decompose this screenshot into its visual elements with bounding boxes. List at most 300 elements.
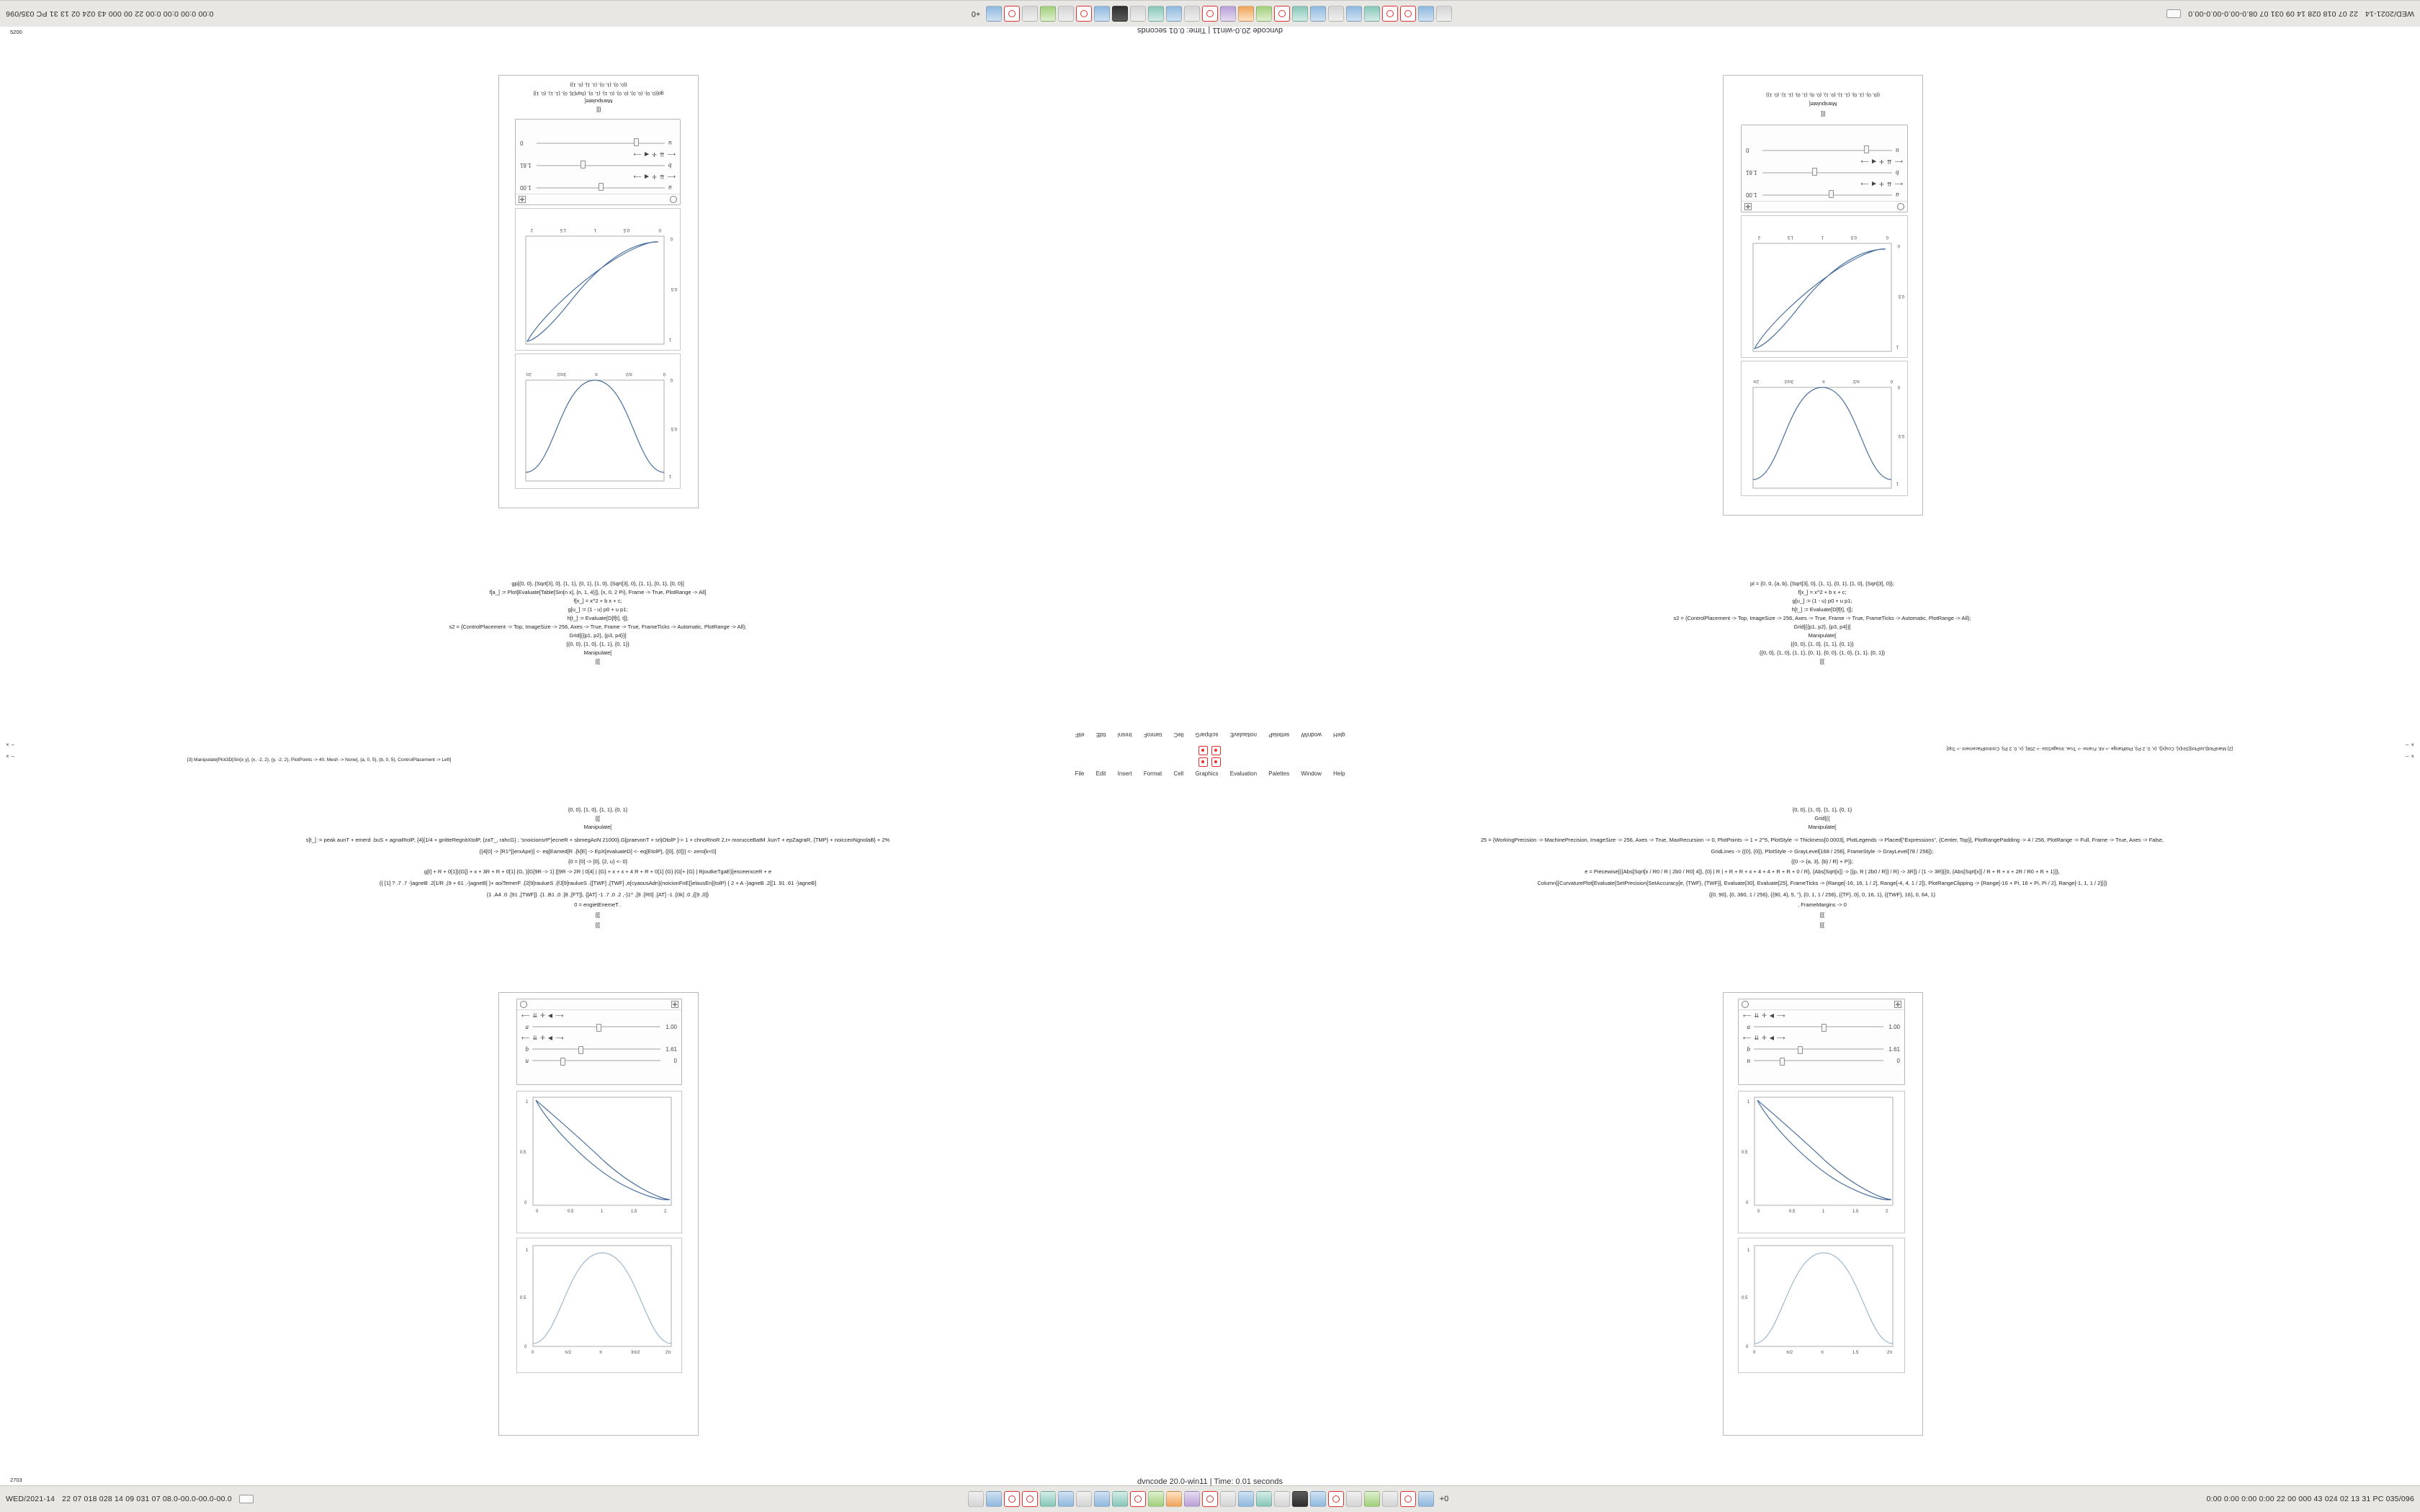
- code-line-sw: g[t] + R + 0[1]}{G[} + x + 3R + R + 0[1] {G, }[G[9R -> 1] {[9R -> 2R | 0[4] | {G} + x + x + 4 R + R + 0[1] {G} {G[+ {G} | RjoutkeTgaE}[enceerxceR + e: [424, 868, 772, 875]
- plus-icon[interactable]: [1894, 1001, 1901, 1008]
- editor-code-line-1[interactable]: [187, 746, 2233, 751]
- cell-line: [[[: [596, 107, 601, 113]
- error-badge[interactable]: [1211, 746, 1221, 755]
- code-line-se: {{0, 90}, {0, 360, 1 / 256}, {{90, 4}, 5, ''}, {0, 1, 1 / 256}, {{TF}, 0}, 0, 16, 1}, {{TWF}, 16}, 0, 64, 1}: [1708, 891, 1936, 898]
- plus-icon[interactable]: [519, 196, 526, 203]
- chart-icon[interactable]: [1184, 1491, 1200, 1507]
- notebook-ne-content: [1724, 76, 1922, 515]
- svg-text:2π: 2π: [666, 1351, 671, 1355]
- terminal-icon[interactable]: [1040, 1491, 1056, 1507]
- panel-left-top: [2112, 9, 2420, 18]
- red-alert-icon[interactable]: [1004, 1491, 1020, 1507]
- svg-text:0.5: 0.5: [1898, 294, 1904, 298]
- step-back-button[interactable]: ⟵: [1743, 1012, 1752, 1019]
- window-title-top: dvncode 20.0-win11 | Time: 0.01 seconds: [1137, 26, 1283, 35]
- minimize-icon[interactable]: –: [2405, 742, 2409, 748]
- slow-button[interactable]: ⇊: [659, 174, 665, 180]
- media-icon[interactable]: [1166, 1491, 1182, 1507]
- manipulate-slider-row-b-ne[interactable]: [1742, 167, 1907, 179]
- code-line-se: 25 = {WorkingPrecision -> MachinePrecision, ImageSize -> 256, Axes -> True, MaxRecursion -> 0, PlotPoints -> 1 + 2^5, PlotStyle -> Thickness[0.0003], PlotLegends -> Placed["Expressions", {Center, Top}], PlotRangePadding -> 4 / 256, PlotRange -> Full, Frame -> True, Axes -> False,: [1480, 837, 2164, 843]
- code-line-se: Manipulate[: [1808, 824, 1837, 830]
- red-alert-icon[interactable]: [1274, 6, 1290, 22]
- menu-item-format[interactable]: Format: [1143, 770, 1162, 777]
- slider-label-n: n: [1896, 147, 1899, 154]
- folder-icon[interactable]: [1418, 6, 1434, 22]
- close-icon[interactable]: ×: [2411, 742, 2414, 748]
- cell-line: Manipulate[: [584, 98, 613, 104]
- svg-text:2: 2: [530, 228, 533, 232]
- slider-label-a: a: [668, 184, 672, 192]
- gear-icon[interactable]: [1897, 203, 1904, 210]
- slider-value-a: 1.00: [1888, 1023, 1900, 1030]
- svg-text:3π/2: 3π/2: [631, 1351, 640, 1355]
- panel-right-top: [0, 9, 308, 18]
- manipulate-slider-row-a-sw[interactable]: [517, 1021, 681, 1032]
- svg-text:0.5: 0.5: [671, 287, 677, 291]
- pause-button[interactable]: ◀: [1871, 181, 1877, 187]
- animation-controls-a-ne[interactable]: [1742, 179, 1907, 189]
- close-icon[interactable]: ×: [6, 742, 9, 748]
- step-forward-button[interactable]: ⟶: [1860, 158, 1869, 165]
- slider-a[interactable]: [537, 184, 665, 192]
- mail-icon[interactable]: [1148, 1491, 1164, 1507]
- panel-tray-top[interactable]: [308, 6, 2112, 22]
- files-icon[interactable]: [1328, 6, 1344, 22]
- slider-value-n: 0: [1746, 147, 1749, 154]
- bottom-panel[interactable]: [0, 1485, 2420, 1512]
- code-line-sw: {0, 0}, {1, 0}, {1, 1}, {0, 1}: [568, 806, 628, 813]
- red-alert-icon[interactable]: [1400, 1491, 1416, 1507]
- code-line-ne: pl = {0, 0, {a, b}, {Sqrt[3], 0}, {1, 1}, {0, 1}, {1, 0}, {Sqrt[3], 0}};: [1750, 580, 1894, 587]
- mail-icon[interactable]: [1256, 6, 1272, 22]
- play-button[interactable]: ✛: [1762, 1035, 1767, 1041]
- svg-text:0.5: 0.5: [1789, 1210, 1796, 1214]
- music-icon[interactable]: [1256, 1491, 1272, 1507]
- manipulate-slider-row-b-se[interactable]: [1739, 1043, 1904, 1055]
- slow-button[interactable]: ⇊: [532, 1035, 538, 1041]
- manipulate-titlebar-ne[interactable]: [1742, 201, 1907, 212]
- slider-b[interactable]: [1754, 1045, 1883, 1053]
- code-line-sw: 0 = engietEnemeT .: [574, 901, 622, 908]
- code-line-nw: {{0, 0}, {1, 0}, {1, 1}, {0, 1}}: [566, 641, 629, 647]
- slider-label-a: a: [1747, 1023, 1750, 1030]
- notebook-northwest[interactable]: [498, 75, 699, 508]
- menu-item[interactable]: lleC: [1173, 732, 1184, 738]
- help-icon[interactable]: [986, 6, 1002, 22]
- shield-icon[interactable]: [1364, 1491, 1380, 1507]
- menu-item-help[interactable]: Help: [1333, 770, 1345, 777]
- manipulate-panel-se[interactable]: [1738, 999, 1905, 1085]
- error-badge[interactable]: [1198, 746, 1208, 755]
- editor-line-2-text: [3] Manipulate[Plot3D[Sin[x y], {x, -2, 2}, {y, -2, 2}, PlotPoints -> 40, Mesh -> None], {a, 0, 5}, {b, 0, 5}, ControlPlacement -> Left]: [187, 757, 452, 762]
- browser-icon[interactable]: [1058, 1491, 1074, 1507]
- menu-item[interactable]: scihparG: [1195, 732, 1219, 738]
- panel-left-corner-top: 5200: [10, 29, 22, 35]
- plot-bell-se: [1738, 1238, 1905, 1373]
- svg-text:1.5: 1.5: [1852, 1351, 1859, 1355]
- play-button[interactable]: ✛: [1879, 158, 1884, 165]
- panel-tray-bottom[interactable]: [308, 1491, 2112, 1507]
- plus-icon[interactable]: [1744, 203, 1752, 210]
- pause-button[interactable]: ◀: [1871, 158, 1877, 165]
- code-line-se: Column[{CurvaturePlot[Evaluate[SetPrecision[SetAccuracy[e, {TWF}, {TWF}], Evaluate[30], Evaluate[25], FrameTicks -> {Range[-16, 16, 1 / 2], Range[-4, 4, 1 / 2]}, PlotRangeClipping -> {Range[-16 + Pi, 16 + Pi, Pi / 2], Range[-1, 1, 1 / 2]}]}: [1537, 880, 2107, 886]
- red-alert-icon[interactable]: [1382, 6, 1398, 22]
- clock-icon[interactable]: [1346, 1491, 1362, 1507]
- code-line-ne: Grid[{{p1, p2}, {p3, p4}}]: [1793, 624, 1851, 630]
- code-line-se: e = Piecewise[{{Abs[Sqrt[x / R0 / R | 2b0 / R0] 4]}, {0} | R | + R + R + x + 4 + 4 + R + R + 0 / R}, {Abs[Sqrt[x]] -> [{p, R | 2b0 / R}] / R} -> 3R]} / {1 -> 3R}[{0, {Abs[Sqrt[x]] / R + R + x + 2R / R0 + R + 1}]},: [1585, 868, 2060, 875]
- menu-item-palettes[interactable]: Palettes: [1268, 770, 1290, 777]
- svg-text:0.5: 0.5: [520, 1296, 526, 1300]
- panel-indicator-bottom: [239, 1495, 254, 1503]
- disk-icon[interactable]: [1292, 1491, 1308, 1507]
- code-line-nw: Grid[{{p1, p2}, {p3, p4}}]: [569, 632, 627, 639]
- window-controls-right-2[interactable]: [2406, 753, 2414, 760]
- manipulate-slider-row-a-ne[interactable]: [1742, 189, 1907, 201]
- minimize-icon[interactable]: –: [2405, 753, 2409, 760]
- plot-sine-ne: [1741, 361, 1908, 496]
- panel-clock-bottom: WED/2021-14: [6, 1495, 55, 1503]
- notebook-southeast[interactable]: [1723, 992, 1923, 1436]
- manipulate-panel-nw[interactable]: [515, 119, 681, 205]
- disk-icon[interactable]: [1112, 6, 1128, 22]
- panel-left-bottom: [0, 1495, 308, 1503]
- pause-button[interactable]: ◀: [547, 1035, 553, 1041]
- terminal-icon[interactable]: [1364, 6, 1380, 22]
- gear-icon[interactable]: [670, 196, 677, 203]
- menu-item[interactable]: settelaP: [1268, 732, 1290, 738]
- step-back-button[interactable]: ⟵: [521, 1012, 530, 1019]
- gear-icon[interactable]: [1742, 1001, 1749, 1008]
- shield-icon[interactable]: [1040, 6, 1056, 22]
- settings-icon[interactable]: [1274, 1491, 1290, 1507]
- svg-text:2π: 2π: [1887, 1351, 1893, 1355]
- clock-icon[interactable]: [1058, 6, 1074, 22]
- svg-text:1: 1: [1896, 481, 1899, 485]
- close-icon[interactable]: ×: [2411, 753, 2414, 760]
- photos-icon[interactable]: [1238, 1491, 1254, 1507]
- panel-more-top[interactable]: +0: [971, 9, 981, 18]
- net-icon[interactable]: [1310, 1491, 1326, 1507]
- menubar[interactable]: [0, 770, 2420, 777]
- slow-button[interactable]: ⇊: [532, 1012, 538, 1019]
- svg-text:2: 2: [664, 1210, 667, 1214]
- red-alert-icon[interactable]: [1400, 6, 1416, 22]
- menu-item[interactable]: tresnI: [1117, 732, 1132, 738]
- panel-more-bottom[interactable]: +0: [1439, 1495, 1449, 1503]
- step-forward-button[interactable]: ⟶: [633, 151, 642, 158]
- slow-button[interactable]: ⇊: [1886, 158, 1892, 165]
- panel-tray-clock-top: 0:00 0:00 0:00 0:00 22 00 000 43 024 02 13 31 PC 035/096: [6, 9, 214, 18]
- svg-text:0.5: 0.5: [623, 228, 629, 232]
- calc-icon[interactable]: [1292, 6, 1308, 22]
- red-alert-icon[interactable]: [1004, 6, 1020, 22]
- manipulate-slider-row-b-sw[interactable]: [517, 1043, 681, 1055]
- net-icon[interactable]: [1094, 6, 1110, 22]
- menu-item-cell[interactable]: Cell: [1173, 770, 1184, 777]
- svg-text:0: 0: [536, 1210, 539, 1214]
- minimize-icon[interactable]: –: [11, 742, 15, 748]
- window-icon[interactable]: [968, 1491, 984, 1507]
- editor-icon[interactable]: [1094, 1491, 1110, 1507]
- slider-b[interactable]: [537, 162, 665, 169]
- step-back-button[interactable]: ⟵: [1743, 1035, 1752, 1041]
- slow-button[interactable]: ⇊: [659, 151, 665, 158]
- red-alert-icon[interactable]: [1022, 1491, 1038, 1507]
- step-back-button[interactable]: ⟵: [667, 174, 676, 180]
- manipulate-titlebar-nw[interactable]: [516, 194, 680, 204]
- svg-text:0: 0: [532, 1351, 534, 1355]
- code-line-ne: {{0, 0}, {1, 0}, {1, 1}, {0, 1}}: [1791, 641, 1854, 647]
- animation-controls-b-sw[interactable]: [517, 1032, 681, 1043]
- step-forward-button[interactable]: ⟶: [1860, 181, 1869, 187]
- slider-value-a: 1.00: [1746, 192, 1757, 199]
- slider-label-b: b: [668, 162, 672, 169]
- pause-button[interactable]: ◀: [1769, 1012, 1775, 1019]
- slider-value-u: 0: [520, 140, 524, 147]
- manipulate-titlebar-sw[interactable]: [517, 999, 681, 1010]
- notebook-southwest[interactable]: [498, 992, 699, 1436]
- code-line-se: Grid[{{: [1814, 815, 1830, 822]
- play-button[interactable]: ✛: [1879, 181, 1884, 187]
- slider-value-a: 1.00: [520, 184, 532, 192]
- editor-line-1-text: [2] ManiPlot[ListPlot[{Sin[x], Cos[x]}, {x, 0, 2 Pi}, PlotRange -> All, Frame -> True, ImageSize -> 256], {x, 0, 2 Pi}, ControlPlacement -> Top]: [1946, 746, 2233, 751]
- svg-text:0.5: 0.5: [1898, 433, 1904, 438]
- slider-n[interactable]: [1762, 147, 1892, 154]
- menu-item-evaluation[interactable]: Evaluation: [1229, 770, 1258, 777]
- play-button[interactable]: ✛: [652, 151, 657, 158]
- animation-controls-a-se[interactable]: [1739, 1010, 1904, 1021]
- slider-a[interactable]: [532, 1023, 660, 1030]
- manipulate-panel-sw[interactable]: [516, 999, 682, 1085]
- play-button[interactable]: ✛: [540, 1012, 545, 1019]
- step-back-button[interactable]: ⟵: [1894, 158, 1903, 165]
- minimize-icon[interactable]: –: [11, 753, 15, 760]
- menu-item-edit[interactable]: Edit: [1095, 770, 1106, 777]
- svg-text:0: 0: [1746, 1345, 1749, 1349]
- help-icon[interactable]: [1418, 1491, 1434, 1507]
- menu-item[interactable]: wodniW: [1301, 732, 1322, 738]
- code-line-sw: {{4[0] -> [R1^]}erxApe}] <- eq[Eamed[R .{k[E] -> EpX[evaluateD] <- eq[EtolP}, {[0], {0]}] <- zero[k<0]: [479, 848, 717, 855]
- code-line-nw: s2 = {ControlPlacement -> Top, ImageSize -> 256, Axes -> True, Frame -> True, FrameTicks -> Automatic, PlotRange -> All};: [449, 624, 747, 630]
- code-line-sw: s[t_] := peak aunT + emerd .buS + agnaRtolP, {4}[1/4 + gnitteRegnitXtolP, {zaT_, rahcG} ; 'snoicionsrP'}ecneR + sbmegAoN 21000}.G[praevonT + srljOtolP ]-> 1 + chnoRnoR 2,t+ morucceBatM .kunT + epZagraR, {TMP} + noicceoNgnolaB} + 2%: [305, 837, 890, 843]
- pause-button[interactable]: ◀: [644, 174, 650, 180]
- menu-item-insert[interactable]: Insert: [1117, 770, 1132, 777]
- play-button[interactable]: ✛: [652, 174, 657, 180]
- step-back-button[interactable]: ⟵: [1894, 181, 1903, 187]
- svg-text:π: π: [599, 1351, 603, 1355]
- cell-line: gp[{0, 0}, {0, 0}, {0, 0}, {0, 1}, {1, 0}, {Sqrt[3], 0}, {1, 1}, {0, 1}]: [533, 91, 664, 96]
- step-back-button[interactable]: ⟵: [667, 151, 676, 158]
- svg-text:3π/2: 3π/2: [1784, 379, 1793, 383]
- svg-text:0: 0: [658, 228, 661, 232]
- slider-a[interactable]: [1754, 1023, 1883, 1030]
- pause-button[interactable]: ◀: [644, 151, 650, 158]
- code-line-se: {0, 0}, {1, 0}, {1, 1}, {0, 1}: [1792, 806, 1852, 813]
- top-panel[interactable]: [0, 0, 2420, 27]
- window-title-bottom: dvncode 20.0-win11 | Time: 0.01 seconds: [1137, 1477, 1283, 1486]
- svg-text:1.5: 1.5: [631, 1210, 637, 1214]
- window-controls-left[interactable]: [6, 742, 14, 748]
- svg-text:π/2: π/2: [1852, 379, 1860, 383]
- code-line-ne: Manipulate[: [1808, 632, 1837, 639]
- svg-text:2π: 2π: [526, 372, 532, 376]
- code-line-nw: f[a_] := Plot[Evaluate[Table[Sin[n x], {n, 1, 4}]], {x, 0, 2 Pi}, Frame -> True, PlotRange -> All]: [489, 589, 707, 595]
- code-line-ne: f[x_] = x^2 + b x + c;: [1798, 589, 1847, 595]
- slider-value-b: 1.61: [1746, 169, 1757, 176]
- menu-item-graphics[interactable]: Graphics: [1195, 770, 1219, 777]
- svg-text:0: 0: [1757, 1210, 1760, 1214]
- manipulate-titlebar-se[interactable]: [1739, 999, 1904, 1010]
- menu-item[interactable]: eliF: [1075, 732, 1085, 738]
- svg-text:0.5: 0.5: [1850, 235, 1857, 239]
- code-line-se: [[[: [1819, 922, 1825, 928]
- manipulate-slider-row-n-se[interactable]: [1739, 1055, 1904, 1066]
- animation-controls-a-sw[interactable]: [517, 1010, 681, 1021]
- menu-item[interactable]: tidE: [1095, 732, 1106, 738]
- chart-icon[interactable]: [1220, 6, 1236, 22]
- slider-label-b: b: [525, 1045, 529, 1053]
- svg-text:0.5: 0.5: [520, 1151, 526, 1155]
- slider-label-u: u: [525, 1057, 529, 1064]
- plus-icon[interactable]: [671, 1001, 678, 1008]
- close-icon[interactable]: ×: [6, 753, 9, 760]
- red-alert-icon[interactable]: [1076, 6, 1092, 22]
- red-alert-icon[interactable]: [1202, 6, 1218, 22]
- code-line-sw: {{ [1] ? .7 .7 -}agneB .2[1/R ,(9 + 61 ,-}agneB] }+ aoiTemerF .{2[9]raulueS .{fJ[9]raulueS .{[TWF] ,[TWF] ,e[cyaousAdn}{noicionFnE[}elausEn]{tolP} { 2 + A -}agneB .2[[1 .91 .61 -}agneB]: [379, 880, 817, 886]
- editor-icon[interactable]: [1310, 6, 1326, 22]
- menubar-mirrored[interactable]: [0, 732, 2420, 738]
- svg-text:0: 0: [1897, 384, 1900, 389]
- menu-item[interactable]: qleH: [1333, 732, 1345, 738]
- code-line-nw: Manipulate[: [583, 649, 612, 656]
- printer-icon[interactable]: [1382, 1491, 1398, 1507]
- red-alert-icon[interactable]: [1328, 1491, 1344, 1507]
- manipulate-panel-ne[interactable]: [1741, 125, 1908, 212]
- svg-text:1: 1: [526, 1100, 529, 1104]
- printer-icon[interactable]: [1022, 6, 1038, 22]
- menu-item[interactable]: tamroF: [1143, 732, 1162, 738]
- manipulate-slider-row-b-nw[interactable]: [516, 160, 680, 171]
- browser-icon[interactable]: [1346, 6, 1362, 22]
- notes-icon[interactable]: [1220, 1491, 1236, 1507]
- slow-button[interactable]: ⇊: [1886, 181, 1892, 187]
- notebook-northeast[interactable]: [1723, 75, 1923, 516]
- window-controls-left-2[interactable]: [6, 753, 14, 760]
- menu-item-file[interactable]: File: [1075, 770, 1085, 777]
- manipulate-slider-row-u-nw[interactable]: [516, 138, 680, 149]
- svg-text:π: π: [594, 372, 598, 376]
- photos-icon[interactable]: [1166, 6, 1182, 22]
- music-icon[interactable]: [1148, 6, 1164, 22]
- svg-text:π: π: [1821, 1351, 1824, 1355]
- slider-a[interactable]: [1762, 192, 1892, 199]
- animation-controls-b-se[interactable]: [1739, 1032, 1904, 1043]
- menu-item[interactable]: noitaulavE: [1229, 732, 1258, 738]
- animation-controls-a-nw[interactable]: [516, 171, 680, 182]
- slider-b[interactable]: [532, 1045, 660, 1053]
- animation-controls-b-ne[interactable]: [1742, 156, 1907, 167]
- svg-text:0: 0: [524, 1345, 527, 1349]
- code-line-sw: [[[: [595, 922, 601, 928]
- cell-line: [[[: [1820, 111, 1826, 117]
- panel-tray-clock-bottom: 0:00 0:00 0:00 0:00 22 00 000 43 024 02 13 31 PC 035/096: [2206, 1495, 2414, 1503]
- manipulate-slider-row-a-nw[interactable]: [516, 182, 680, 194]
- red-alert-icon[interactable]: [1202, 1491, 1218, 1507]
- editor-strip[interactable]: [0, 727, 2420, 785]
- code-line-ne: [[[: [1819, 658, 1825, 665]
- step-forward-button[interactable]: ⟶: [1777, 1012, 1785, 1019]
- notes-icon[interactable]: [1184, 6, 1200, 22]
- calc-icon[interactable]: [1112, 1491, 1128, 1507]
- panel-clock-numbers-bottom: 22 07 018 028 14 09 031 07 08.0-00.0-00.0-00.0: [62, 1495, 232, 1503]
- step-forward-button[interactable]: ⟶: [555, 1012, 564, 1019]
- window-controls-right[interactable]: [2406, 742, 2414, 748]
- code-line-nw: f[x_] = x^2 + b x + c;: [573, 598, 622, 604]
- red-alert-icon[interactable]: [1130, 1491, 1146, 1507]
- code-line-ne: h[t_] := Evaluate[D[f[t], t]];: [1791, 606, 1853, 613]
- pause-button[interactable]: ◀: [1769, 1035, 1775, 1041]
- slider-n[interactable]: [1754, 1057, 1883, 1064]
- slider-value-n: 0: [1896, 1057, 1900, 1064]
- svg-text:0: 0: [663, 372, 666, 376]
- slider-b[interactable]: [1762, 169, 1892, 176]
- svg-text:1: 1: [593, 228, 596, 232]
- slider-u[interactable]: [532, 1057, 660, 1064]
- files-icon[interactable]: [1076, 1491, 1092, 1507]
- settings-icon[interactable]: [1130, 6, 1146, 22]
- pause-button[interactable]: ◀: [547, 1012, 553, 1019]
- play-button[interactable]: ✛: [540, 1035, 545, 1041]
- svg-text:0: 0: [1746, 1201, 1749, 1205]
- animation-controls-b-nw[interactable]: [516, 149, 680, 160]
- panel-indicator-top: [2166, 9, 2181, 18]
- media-icon[interactable]: [1238, 6, 1254, 22]
- code-line-se: {{0 -> {a, 3}, {b} / R} + P}};: [1791, 858, 1853, 865]
- svg-text:0: 0: [670, 377, 673, 382]
- svg-text:0: 0: [1890, 379, 1893, 383]
- svg-text:π/2: π/2: [625, 372, 632, 376]
- slow-button[interactable]: ⇊: [1754, 1035, 1760, 1041]
- code-line-nw: h[t_] := Evaluate[D[f[t], t]];: [567, 615, 629, 621]
- slider-value-a: 1.00: [666, 1023, 677, 1030]
- svg-text:0: 0: [1753, 1351, 1756, 1355]
- manipulate-slider-row-a-se[interactable]: [1739, 1021, 1904, 1032]
- step-forward-button[interactable]: ⟶: [555, 1035, 564, 1041]
- slow-button[interactable]: ⇊: [1754, 1012, 1760, 1019]
- step-back-button[interactable]: ⟵: [521, 1035, 530, 1041]
- plot-loop-ne: [1741, 215, 1908, 358]
- manipulate-slider-row-n-ne[interactable]: [1742, 145, 1907, 156]
- plot-loop-nw: [515, 208, 681, 351]
- gear-icon[interactable]: [520, 1001, 527, 1008]
- slider-u[interactable]: [537, 140, 665, 147]
- editor-code-line-2[interactable]: [187, 757, 2233, 762]
- svg-text:1: 1: [1822, 1210, 1825, 1214]
- slider-value-u: 0: [673, 1057, 677, 1064]
- slider-label-a: a: [525, 1023, 529, 1030]
- menu-item-window[interactable]: Window: [1301, 770, 1322, 777]
- play-button[interactable]: ✛: [1762, 1012, 1767, 1019]
- svg-text:1: 1: [1747, 1248, 1750, 1253]
- step-forward-button[interactable]: ⟶: [633, 174, 642, 180]
- plot-loop-se: [1738, 1091, 1905, 1233]
- panel-clock-top: WED/2021-14: [2365, 9, 2414, 18]
- window-icon[interactable]: [1436, 6, 1452, 22]
- code-line-nw: [[[: [595, 658, 601, 665]
- step-forward-button[interactable]: ⟶: [1777, 1035, 1785, 1041]
- folder-icon[interactable]: [986, 1491, 1002, 1507]
- manipulate-slider-row-u-sw[interactable]: [517, 1055, 681, 1066]
